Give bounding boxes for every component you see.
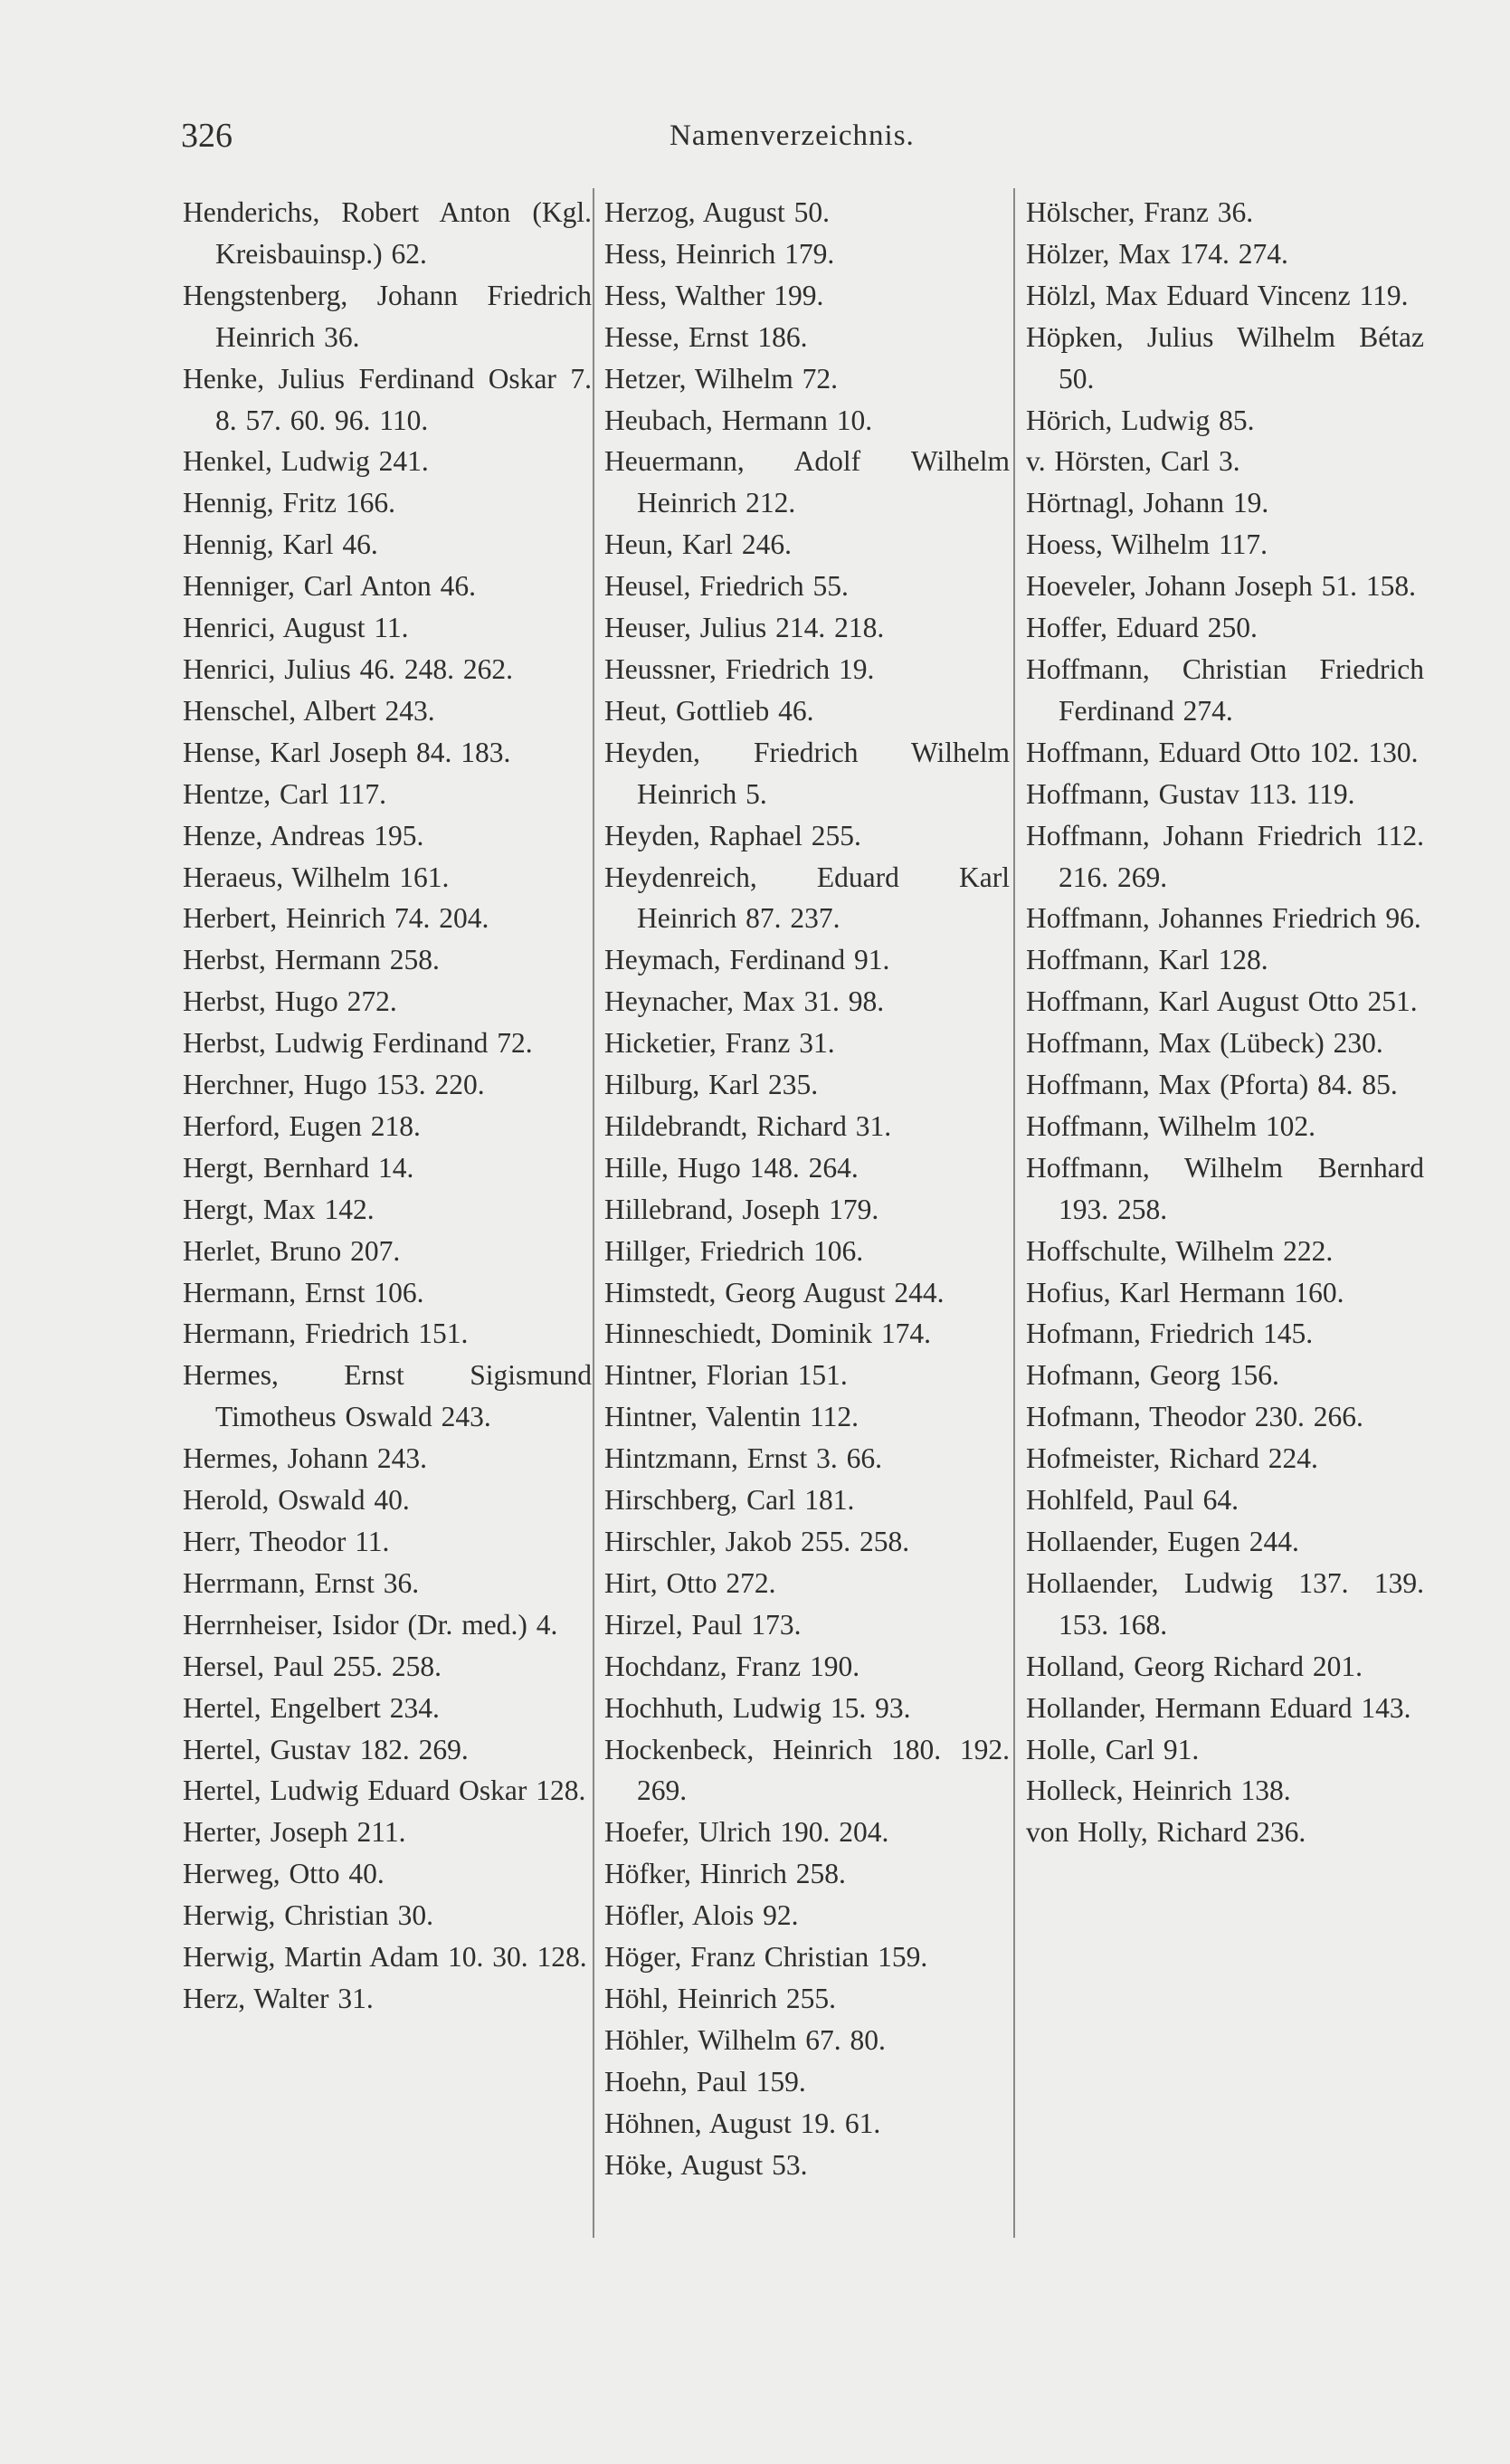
page-title: Namenverzeichnis. <box>670 119 915 152</box>
index-entry: Hoffschulte, Wilhelm 222. <box>1026 1234 1334 1267</box>
index-entry: Herford, Eugen 218. <box>183 1109 421 1142</box>
index-entry: Hoffmann, Max (Pforta) 84. 85. <box>1026 1069 1398 1101</box>
index-entry: Hinneschiedt, Dominik 174. <box>604 1318 931 1350</box>
index-entry: von Holly, Richard 236. <box>1026 1816 1306 1849</box>
index-entry: Hengstenberg, Johann Friedrich Heinrich 36. <box>183 279 592 353</box>
index-entry: Höhnen, August 19. 61. <box>604 2107 881 2139</box>
index-entry: Hofmann, Friedrich 145. <box>1026 1318 1314 1350</box>
index-entry: Herchner, Hugo 153. 220. <box>183 1069 485 1101</box>
index-entry: Henke, Julius Ferdinand Oskar 7. 8. 57. 60. 96. 110. <box>183 362 592 436</box>
index-entry: Hermes, Ernst Sigismund Timotheus Oswald 243. <box>183 1359 592 1433</box>
index-entry: Herbst, Hermann 258. <box>183 944 440 976</box>
index-entry: Hersel, Paul 255. 258. <box>183 1650 442 1682</box>
index-entry: Hoffmann, Wilhelm Bernhard 193. 258. <box>1026 1151 1424 1225</box>
index-entry: Hertel, Engelbert 234. <box>183 1691 440 1724</box>
index-entry: Hicketier, Franz 31. <box>604 1027 835 1060</box>
index-entry: Hölzl, Max Eduard Vincenz 119. <box>1026 279 1409 311</box>
index-entry: Hofmann, Georg 156. <box>1026 1359 1279 1392</box>
index-entry: Hirt, Otto 272. <box>604 1566 776 1599</box>
index-entry: Herr, Theodor 11. <box>183 1526 390 1557</box>
index-entry: Himstedt, Georg August 244. <box>604 1276 945 1308</box>
index-entry: Höpken, Julius Wilhelm Bétaz 50. <box>1026 320 1424 395</box>
index-entry: Hintner, Florian 151. <box>604 1359 848 1392</box>
index-entry: Hoffmann, Johannes Friedrich 96. <box>1026 902 1421 935</box>
index-entry: Hentze, Carl 117. <box>183 777 387 810</box>
index-entry: Hölzer, Max 174. 274. <box>1026 237 1288 270</box>
index-entry: Henderichs, Robert Anton (Kgl. Kreisbauinsp.) 62. <box>183 196 592 270</box>
index-entry: Hess, Walther 199. <box>604 279 824 311</box>
index-entry: Hollaender, Eugen 244. <box>1026 1526 1299 1557</box>
index-entry: Herbert, Heinrich 74. 204. <box>183 902 489 935</box>
index-entry: Herweg, Otto 40. <box>183 1858 385 1890</box>
index-entry: Heynacher, Max 31. 98. <box>604 985 885 1018</box>
index-entry: Hoeveler, Johann Joseph 51. 158. <box>1026 570 1417 603</box>
index-entry: Hermes, Johann 243. <box>183 1442 427 1475</box>
index-entry: Hoehn, Paul 159. <box>604 2065 806 2098</box>
index-entry: Hohlfeld, Paul 64. <box>1026 1484 1239 1517</box>
index-entry: Herwig, Christian 30. <box>183 1899 433 1932</box>
index-entry: Henkel, Ludwig 241. <box>183 445 429 478</box>
index-entry: Hoffmann, Max (Lübeck) 230. <box>1026 1027 1383 1060</box>
index-entry: Hesse, Ernst 186. <box>604 320 808 353</box>
index-entry: Heubach, Hermann 10. <box>604 404 873 436</box>
index-entry: Hetzer, Wilhelm 72. <box>604 362 839 395</box>
index-entry: Hörtnagl, Johann 19. <box>1026 487 1269 519</box>
index-entry: Hofmann, Theodor 230. 266. <box>1026 1401 1363 1433</box>
index-entry: Hoffmann, Gustav 113. 119. <box>1026 777 1355 810</box>
index-entry: Hoffmann, Karl August Otto 251. <box>1026 985 1418 1018</box>
index-entry: Holle, Carl 91. <box>1026 1733 1200 1765</box>
index-entry: Hintner, Valentin 112. <box>604 1401 859 1433</box>
index-entry: Henniger, Carl Anton 46. <box>183 570 477 603</box>
page-number: 326 <box>181 117 233 155</box>
index-entry: Hollaender, Ludwig 137. 139. 153. 168. <box>1026 1566 1424 1641</box>
index-entry: Hoffmann, Wilhelm 102. <box>1026 1109 1316 1142</box>
index-entry: Heymach, Ferdinand 91. <box>604 944 890 976</box>
index-entry: Herzog, August 50. <box>604 196 830 228</box>
index-entry: Holleck, Heinrich 138. <box>1026 1774 1291 1807</box>
index-entry: Henrici, Julius 46. 248. 262. <box>183 652 513 685</box>
index-entry: Herrmann, Ernst 36. <box>183 1566 420 1599</box>
index-entry: Hoffer, Eduard 250. <box>1026 612 1258 644</box>
index-entry: Hoffmann, Christian Friedrich Ferdinand 274. <box>1026 652 1424 727</box>
index-entry: Henschel, Albert 243. <box>183 694 435 727</box>
index-entry: Herwig, Martin Adam 10. 30. 128. <box>183 1941 587 1974</box>
index-entry: Hergt, Bernhard 14. <box>183 1151 414 1184</box>
index-entry: Hille, Hugo 148. 264. <box>604 1151 859 1184</box>
index-entry: Hochhuth, Ludwig 15. 93. <box>604 1691 911 1724</box>
column-divider <box>1013 188 1015 2238</box>
index-entry: Herlet, Bruno 207. <box>183 1234 401 1267</box>
index-entry: Hofius, Karl Hermann 160. <box>1026 1276 1344 1308</box>
index-entry: Herrnheiser, Isidor (Dr. med.) 4. <box>183 1608 558 1641</box>
index-entry: Hilburg, Karl 235. <box>604 1069 819 1101</box>
index-entry: Heraeus, Wilhelm 161. <box>183 861 450 893</box>
index-entry: Heun, Karl 246. <box>604 528 792 561</box>
index-entry: Herz, Walter 31. <box>183 1982 374 2014</box>
index-entry: Heydenreich, Eduard Karl Heinrich 87. 237. <box>604 861 1010 935</box>
index-entry: Henrici, August 11. <box>183 612 409 644</box>
index-entry: Hockenbeck, Heinrich 180. 192. 269. <box>604 1733 1010 1807</box>
index-entry: Hintzmann, Ernst 3. 66. <box>604 1442 882 1475</box>
index-entry: Herbst, Ludwig Ferdinand 72. <box>183 1027 533 1060</box>
index-entry: Hölscher, Franz 36. <box>1026 196 1254 228</box>
index-column-1 <box>183 192 592 2020</box>
index-entry: Hoffmann, Karl 128. <box>1026 944 1268 976</box>
index-entry: Höfler, Alois 92. <box>604 1899 799 1932</box>
index-entry: Heussner, Friedrich 19. <box>604 652 875 685</box>
index-entry: Hoffmann, Eduard Otto 102. 130. <box>1026 736 1419 768</box>
column-divider <box>593 188 594 2238</box>
index-entry: Heusel, Friedrich 55. <box>604 570 849 603</box>
index-entry: Herold, Oswald 40. <box>183 1484 410 1517</box>
index-entry: Hess, Heinrich 179. <box>604 237 835 270</box>
index-entry: Hillebrand, Joseph 179. <box>604 1193 879 1225</box>
index-entry: Höke, August 53. <box>604 2148 808 2181</box>
index-entry: Hoess, Wilhelm 117. <box>1026 528 1268 561</box>
index-entry: v. Hörsten, Carl 3. <box>1026 445 1240 478</box>
index-entry: Heut, Gottlieb 46. <box>604 694 814 727</box>
index-entry: Höger, Franz Christian 159. <box>604 1941 928 1974</box>
index-entry: Heuser, Julius 214. 218. <box>604 612 885 644</box>
index-entry: Hertel, Ludwig Eduard Oskar 128. <box>183 1774 586 1807</box>
index-entry: Hermann, Ernst 106. <box>183 1276 424 1308</box>
index-entry: Hergt, Max 142. <box>183 1193 375 1225</box>
index-column-3 <box>1026 192 1424 1853</box>
index-entry: Hillger, Friedrich 106. <box>604 1234 864 1267</box>
index-entry: Heyden, Friedrich Wilhelm Heinrich 5. <box>604 736 1010 810</box>
index-entry: Hermann, Friedrich 151. <box>183 1318 469 1350</box>
index-entry: Hoffmann, Johann Friedrich 112. 216. 269. <box>1026 819 1424 893</box>
index-entry: Heyden, Raphael 255. <box>604 819 861 851</box>
index-entry: Holland, Georg Richard 201. <box>1026 1650 1363 1682</box>
index-entry: Hoefer, Ulrich 190. 204. <box>604 1816 889 1849</box>
index-entry: Hochdanz, Franz 190. <box>604 1650 860 1682</box>
index-entry: Heuermann, Adolf Wilhelm Heinrich 212. <box>604 445 1010 519</box>
index-column-2 <box>604 192 1010 2186</box>
running-head <box>181 116 1429 161</box>
index-entry: Hirschler, Jakob 255. 258. <box>604 1526 910 1557</box>
index-entry: Herter, Joseph 211. <box>183 1816 406 1849</box>
index-entry: Höhler, Wilhelm 67. 80. <box>604 2023 886 2056</box>
index-entry: Hertel, Gustav 182. 269. <box>183 1733 469 1765</box>
index-entry: Hense, Karl Joseph 84. 183. <box>183 736 511 768</box>
index-entry: Hofmeister, Richard 224. <box>1026 1442 1318 1475</box>
index-entry: Höhl, Heinrich 255. <box>604 1982 836 2014</box>
index-entry: Hörich, Ludwig 85. <box>1026 404 1255 436</box>
index-entry: Hirzel, Paul 173. <box>604 1608 802 1641</box>
index-entry: Hollander, Hermann Eduard 143. <box>1026 1691 1411 1724</box>
index-entry: Hirschberg, Carl 181. <box>604 1484 855 1517</box>
index-entry: Herbst, Hugo 272. <box>183 985 397 1018</box>
index-entry: Henze, Andreas 195. <box>183 819 424 851</box>
index-entry: Hennig, Fritz 166. <box>183 487 395 519</box>
index-entry: Hennig, Karl 46. <box>183 528 378 561</box>
index-entry: Höfker, Hinrich 258. <box>604 1858 846 1890</box>
index-entry: Hildebrandt, Richard 31. <box>604 1109 892 1142</box>
